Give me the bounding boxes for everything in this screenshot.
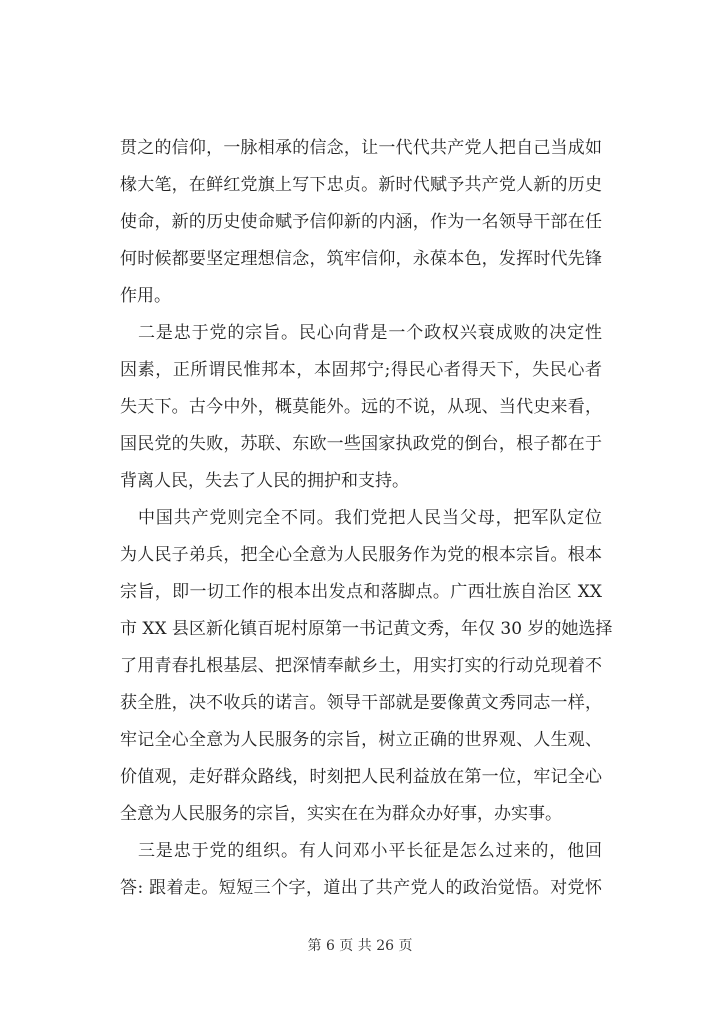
text-line: 牢记全心全意为人民服务的宗旨，树立正确的世界观、人生观、 <box>120 730 602 750</box>
text-line: 为人民子弟兵，把全心全意为人民服务作为党的根本宗旨。根本 <box>120 545 602 565</box>
text-line: 三是忠于党的组织。有人问邓小平长征是怎么过来的，他回 <box>138 841 602 861</box>
text-line: 使命，新的历史使命赋予信仰新的内涵，作为一名领导干部在任 <box>120 212 602 232</box>
text-line: 市 XX 县区新化镇百坭村原第一书记黄文秀，年仅 30 岁的她选择 <box>120 619 613 639</box>
text-line: 价值观，走好群众路线，时刻把人民利益放在第一位，牢记全心 <box>120 767 602 787</box>
text-line: 贯之的信仰，一脉相承的信念，让一代代共产党人把自己当成如 <box>120 138 602 158</box>
text-line: 二是忠于党的宗旨。民心向背是一个政权兴衰成败的决定性 <box>138 323 602 343</box>
text-line: 国民党的失败，苏联、东欧一些国家执政党的倒台，根子都在于 <box>120 434 602 454</box>
text-line: 宗旨，即一切工作的根本出发点和落脚点。广西壮族自治区 XX <box>120 582 602 602</box>
text-line: 作用。 <box>120 286 171 306</box>
text-line: 因素，正所谓民惟邦本，本固邦宁;得民心者得天下，失民心者 <box>120 360 602 380</box>
text-line: 获全胜，决不收兵的诺言。领导干部就是要像黄文秀同志一样， <box>120 693 602 713</box>
text-line: 了用青春扎根基层、把深情奉献乡土，用实打实的行动兑现着不 <box>120 656 602 676</box>
text-line: 全意为人民服务的宗旨，实实在在为群众办好事，办实事。 <box>120 804 562 824</box>
text-line: 椽大笔，在鲜红党旗上写下忠贞。新时代赋予共产党人新的历史 <box>120 175 602 195</box>
text-line: 何时候都要坚定理想信念，筑牢信仰，永葆本色，发挥时代先锋 <box>120 249 602 269</box>
text-line: 中国共产党则完全不同。我们党把人民当父母，把军队定位 <box>138 508 602 528</box>
text-line: 答: 跟着走。短短三个字，道出了共产党人的政治觉悟。对党怀 <box>120 878 602 898</box>
text-line: 失天下。古今中外，概莫能外。远的不说，从现、当代史来看， <box>120 397 602 417</box>
text-line: 背离人民，失去了人民的拥护和支持。 <box>120 471 409 491</box>
page-footer: 第 6 页 共 26 页 <box>307 938 413 954</box>
